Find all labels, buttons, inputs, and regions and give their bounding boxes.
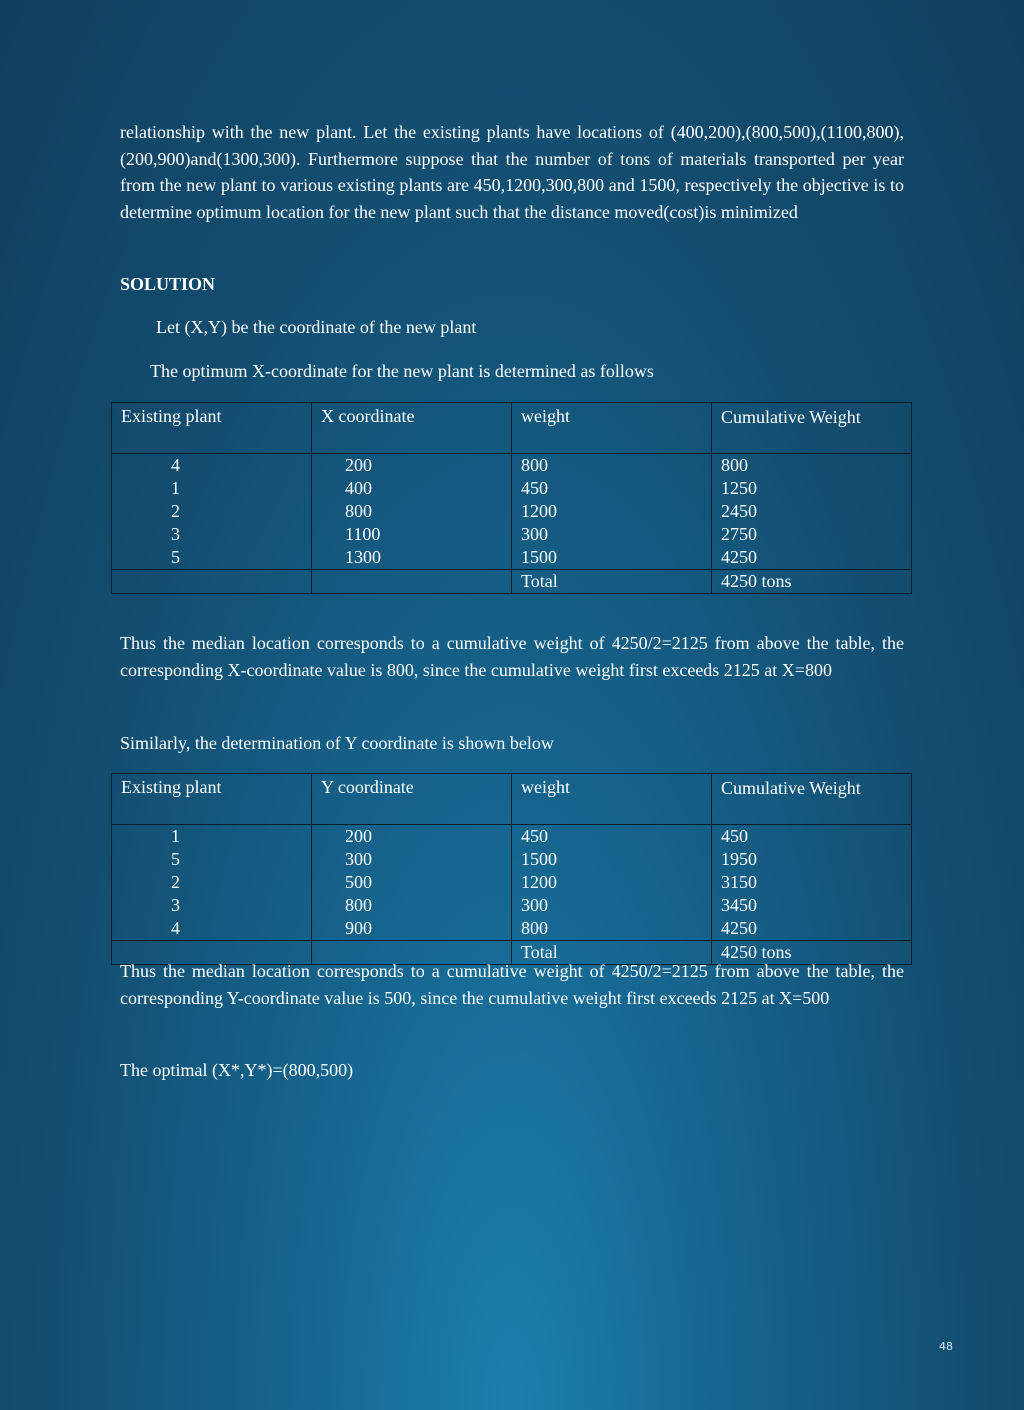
table-row [112, 894, 912, 917]
cumulative-cell: 3450 [712, 894, 912, 917]
header-y-coordinate: Y coordinate [312, 774, 512, 825]
total-value: 4250 tons [712, 570, 912, 594]
coord-cell: 900 [345, 918, 372, 938]
plant-cell: 4 [171, 455, 180, 475]
header-x-coordinate: X coordinate [312, 403, 512, 454]
table-total-row [112, 570, 912, 594]
solution-heading: SOLUTION [120, 274, 216, 294]
total-value: 4250 tons [712, 941, 912, 965]
table-row [112, 546, 912, 570]
x-coordinate-table [111, 402, 912, 594]
header-existing-plant: Existing plant [112, 403, 312, 454]
weight-cell: 800 [512, 917, 712, 941]
plant-cell: 5 [171, 547, 180, 567]
cumulative-cell: 1950 [712, 848, 912, 871]
y-conclusion: Thus the median location corresponds to a cumulative weight of 4250/2=2125 from above the table, the corresponding Y-coordinate value is 500, since the cumulative weight first exceeds 2125 at X=500 [120, 961, 904, 1008]
header-weight: weight [512, 774, 712, 825]
cumulative-cell: 3150 [712, 871, 912, 894]
plant-cell: 2 [171, 501, 180, 521]
plant-cell: 4 [171, 918, 180, 938]
cumulative-cell: 2450 [712, 500, 912, 523]
table-row [112, 477, 912, 500]
weight-cell: 300 [512, 894, 712, 917]
coord-cell: 500 [345, 872, 372, 892]
table-row [112, 848, 912, 871]
weight-cell: 1200 [512, 500, 712, 523]
weight-cell: 1200 [512, 871, 712, 894]
x-conclusion: Thus the median location corresponds to a cumulative weight of 4250/2=2125 from above the table, the corresponding X-coordinate value is 800, since the cumulative weight first exceeds 2125 at X=800 [120, 633, 904, 680]
total-label: Total [512, 570, 712, 594]
table-row [112, 500, 912, 523]
x-intro: The optimum X-coordinate for the new plant is determined as follows [150, 361, 654, 381]
table-row [112, 454, 912, 478]
table-row [112, 917, 912, 941]
plant-cell: 3 [171, 895, 180, 915]
let-statement: Let (X,Y) be the coordinate of the new plant [156, 317, 477, 337]
weight-cell: 1500 [512, 848, 712, 871]
coord-cell: 400 [345, 478, 372, 498]
header-weight: weight [512, 403, 712, 454]
plant-cell: 1 [171, 826, 180, 846]
coord-cell: 1100 [345, 524, 381, 544]
header-cumulative-weight: Cumulative Weight [712, 774, 912, 825]
cumulative-cell: 4250 [712, 546, 912, 570]
coord-cell: 800 [345, 501, 372, 521]
y-coordinate-table [111, 773, 912, 965]
cumulative-cell: 2750 [712, 523, 912, 546]
total-label: Total [512, 941, 712, 965]
coord-cell: 200 [345, 826, 372, 846]
plant-cell: 2 [171, 872, 180, 892]
header-existing-plant: Existing plant [112, 774, 312, 825]
coord-cell: 1300 [345, 547, 381, 567]
y-intro: Similarly, the determination of Y coordinate is shown below [120, 733, 554, 753]
table-header-row [112, 403, 912, 454]
plant-cell: 3 [171, 524, 180, 544]
cumulative-cell: 4250 [712, 917, 912, 941]
page-number: 48 [939, 1340, 953, 1353]
table-header-row [112, 774, 912, 825]
header-cumulative-weight: Cumulative Weight [712, 403, 912, 454]
weight-cell: 300 [512, 523, 712, 546]
plant-cell: 5 [171, 849, 180, 869]
table-row [112, 523, 912, 546]
intro-paragraph: relationship with the new plant. Let the existing plants have locations of (400,200),(800,500),(1100,800),(200,900)and(1300,300). Furthermore suppose that the number of tons of materials transported per year from the new plant to various existing plants are 450,1200,300,800 and 1500, respectively the objective is to determine optimum location for the new plant such that the distance moved(cost)is minimized [120, 122, 904, 222]
weight-cell: 450 [512, 477, 712, 500]
cumulative-cell: 800 [712, 454, 912, 478]
cumulative-cell: 450 [712, 825, 912, 849]
weight-cell: 1500 [512, 546, 712, 570]
cumulative-cell: 1250 [712, 477, 912, 500]
coord-cell: 800 [345, 895, 372, 915]
table-row [112, 825, 912, 849]
plant-cell: 1 [171, 478, 180, 498]
weight-cell: 800 [512, 454, 712, 478]
coord-cell: 200 [345, 455, 372, 475]
table-row [112, 871, 912, 894]
optimal-statement: The optimal (X*,Y*)=(800,500) [120, 1060, 354, 1080]
coord-cell: 300 [345, 849, 372, 869]
weight-cell: 450 [512, 825, 712, 849]
